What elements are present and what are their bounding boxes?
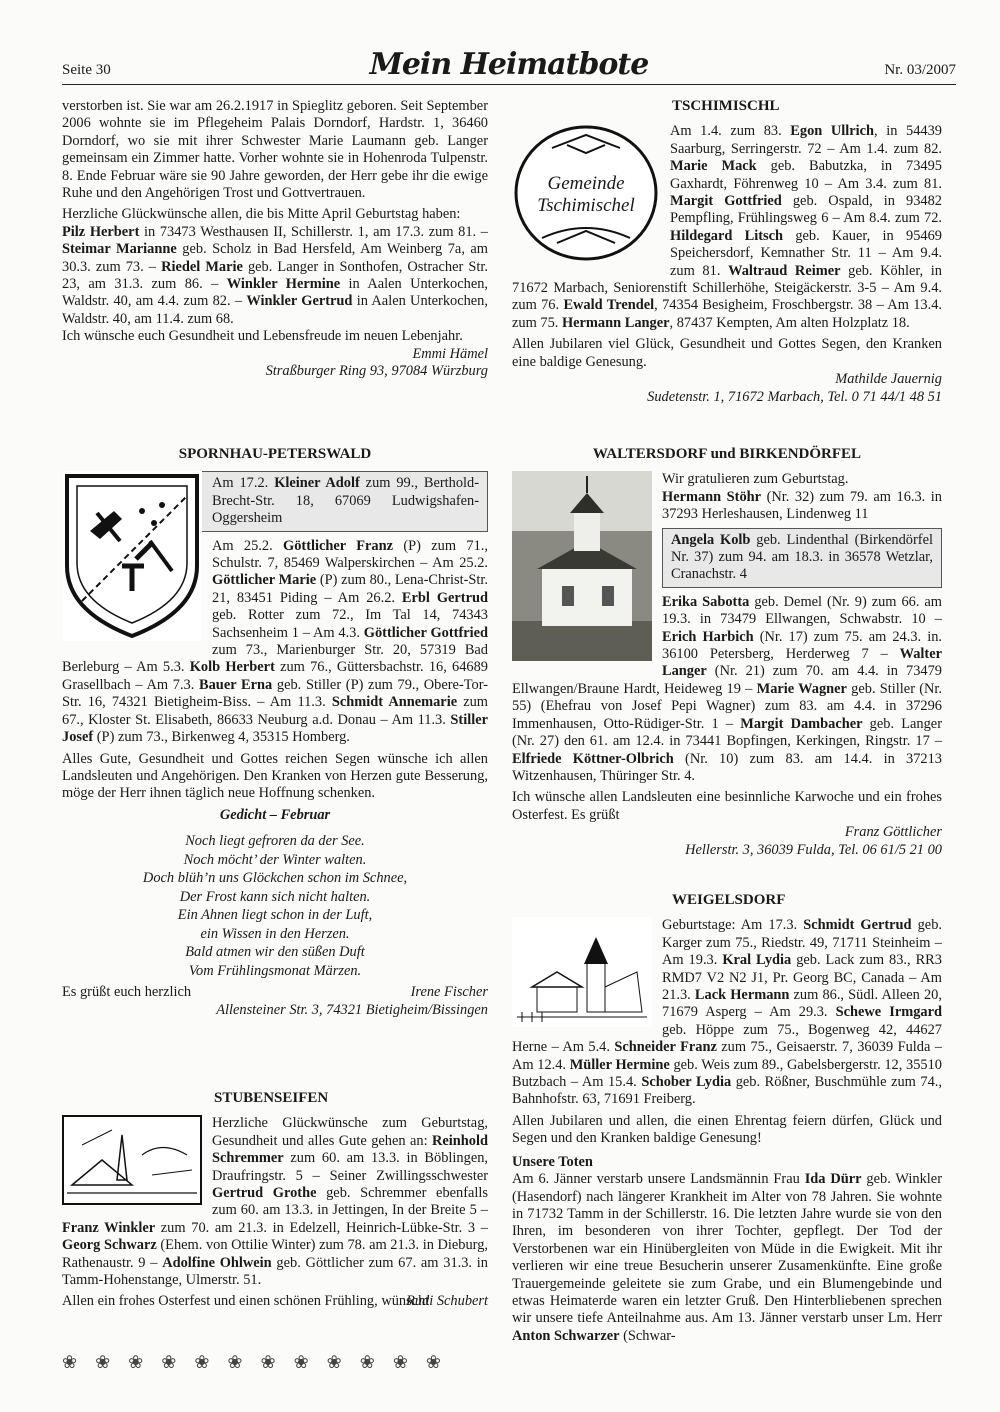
obituary-continuation: verstorben ist. Sie war am 26.2.1917 in Spieglitz geboren. Seit September 2006 wohnte sie im Pflegeheim Palais Dorndorf, Hardstr. 1, 36460 Dorndorf, wo sie mit ihrer Schwester Marie Laumann geb. Langer gemeinsam ein Zimmer hatte. Vorher wohnte sie in Hohenroda Tulpenstr. 8. Ende Februar wäre sie 90 Jahre geworden, der Herr gebe ihr die ewige Ruhe und den Angehörigen Trost und Gottvertrauen. [62, 98, 488, 202]
birthday-intro: Wir gratulieren zum Geburtstag. Hermann Stöhr (Nr. 32) zum 79. am 16.3. in 37293 Herleshausen, Lindenweg 11 [662, 471, 942, 523]
issue-number: Nr. 03/2007 [884, 62, 956, 78]
wishes: Ich wünsche allen Landsleuten eine besinnliche Karwoche und ein frohes Osterfest. Es grüßt Franz Göttlicher Hellerstr. 3, 36039 Fulda, Tel. 06 61/5 21 00 [512, 789, 942, 858]
page-number: Seite 30 [62, 62, 111, 78]
section-title: STUBENSEIFEN [214, 1090, 329, 1106]
coat-of-arms-image [62, 471, 202, 641]
obituary-text: Am 6. Jänner verstarb unsere Landsmännin Frau Ida Dürr geb. Winkler (Hasendorf) nach längerer Krankheit im Alter von 78 Jahren. Sie wohnte in 71732 Tamm in der Schillerstr. 16. Die letzten Jahre wurde sie von den Ihren, im besonderen von ihrer Tochter, gepflegt. Der Tod der Verstorbenen war ein Hinübergleiten von Müde in die Ewigkeit. Mit ihr verlieren wir eine treue Besucherin unserer Zusamenkünfte. Eine große Trauergemeinde geleitete sie zum Grabe, und ein Blumengebinde und etwas Heimaterde waren ein letzter Gruß. Den Hinterbliebenen sprechen wir unsere tiefe Anteilnahme aus. Am 13. Jänner verstarb unser Lm. Herr Anton Schwarzer (Schwar- [512, 1171, 942, 1344]
section-title: WALTERSDORF und BIRKENDÖRFEL [592, 446, 862, 462]
page-header [62, 44, 956, 85]
birthday-list: Geburtstage: Am 17.3. Schmidt Gertrud geb. Karger zum 75., Riedstr. 49, 71711 Steinheim – Am 19.3. Kral Lydia geb. Lack zum 83., RR3 RMD7 V2 N2 J1, Pr. Georg BC, Canada – Am 21.3. Lack Hermann zum 86., Südl. Alleen 20, 71679 Asperg – Am 29.3. Schewe Irmgard geb. Höppe zum 75., Bogenweg 42, 44627 Herne – Am 5.4. Schneider Franz zum 75., Geisaerstr. 7, 36039 Fulda – Am 12.4. Müller Hermine geb. Weis zum 89., Gabelsbergerstr. 12, 35510 Butzbach – Am 15.4. Schober Lydia geb. Rößner, Buschmühle zum 74., Bahnhofstr. 63, 71691 Freiberg. [512, 917, 942, 1108]
wishes: Alles Gute, Gesundheit und Gottes reichen Segen wünsche ich allen Landsleuten und Angehörigen. Den Kranken von Herzen gute Besserung, möge der Herr ihnen täglich neue Hoffnung schenken. [62, 750, 488, 802]
signature: Emmi Hämel [412, 345, 488, 362]
section-tschimischl [512, 98, 942, 410]
birthday-list: Am 25.2. Göttlicher Franz (P) zum 71., Schulstr. 7, 85469 Walperskirchen – Am 25.2. Göttlicher Marie (P) zum 80., Lena-Christ-Str. 21, 83451 Piding – Am 26.2. Erbl Gertrud geb. Rotter zum 72., Im Tal 14, 74343 Sachsenheim 1 – Am 4.3. Göttlicher Gottfried zum 73., Marienburger Str. 20, 57319 Bad Berleburg – Am 5.3. Kolb Herbert zum 76., Güttersbachstr. 16, 64689 Grasellbach – Am 7.3. Bauer Erna geb. Stiller (P) zum 79., Obere-Tor-Str. 16, 74321 Bietigheim-Biss. – Am 11.3. Schmidt Annemarie zum 67., Kloster St. Elisabeth, 86633 Neuburg a.d. Donau – Am 11.3. Stiller Josef (P) zum 73., Birkenweg 4, 35315 Homberg. [62, 537, 489, 746]
poem-title: Gedicht – Februar [219, 806, 331, 823]
village-sketch-image [62, 1115, 202, 1205]
poem [62, 832, 488, 980]
section-weigelsdorf [512, 892, 942, 1349]
section-stubenseifen [62, 1090, 488, 1315]
poem-line: Vom Frühlingsmonat Märzen. [188, 962, 362, 979]
section-waltersdorf [512, 446, 942, 863]
seal-text: Gemeinde Tschimischel [537, 173, 635, 217]
poem-line: Ein Ahnen liegt schon in der Luft, [177, 907, 373, 924]
birthday-list: Am 1.4. zum 83. Egon Ullrich, in 54439 Saarburg, Serringerstr. 72 – Am 1.4. zum 82. Marie Mack geb. Babutzka, in 73495 Gaxhardt, Föhrenweg 10 – Am 3.4. zum 81. Margit Gottfried geb. Ospald, in 93482 Pempfling, Frühlingsweg 6 – Am 8.4. zum 72. Hildegard Litsch geb. Kauer, in 95469 Speichersdorf, Kemnather Str. 11 – Am 9.4. zum 81. Waltraud Reimer geb. Köhler, in 71672 Marbach, Seniorenstift Schillerhöhe, Steigäckerstr. 3-5 – Am 9.4. zum 76. Ewald Trendel, 74354 Besigheim, Froschbergstr. 38 – Am 13.4. zum 75. Hermann Langer, 87437 Kempten, Am alten Holzplatz 18. [512, 123, 943, 331]
seal-image [512, 123, 660, 263]
flower-border: ❀❀❀❀❀❀❀❀❀❀❀❀ [62, 1352, 459, 1372]
poem-line: Doch blüh’n uns Glöckchen schon im Schnee, [142, 870, 408, 887]
poem-line: Der Frost kann sich nicht halten. [179, 888, 371, 905]
section-title: TSCHIMISCHL [672, 98, 780, 114]
poem-line: Bald atmen wir den süßen Duft [185, 944, 365, 961]
wishes: Allen Jubilaren und allen, die einen Ehrentag feiern dürfen, Glück und Segen und den Kranken baldige Genesung! [512, 1112, 942, 1147]
poem-line: Noch liegt gefroren da der See. [185, 833, 365, 850]
wishes: Allen Jubilaren viel Glück, Gesundheit und Gottes Segen, den Kranken eine baldige Genesung. Mathilde Jauernig Sudetenstr. 1, 71672 Marbach, Tel. 0 71 44/1 48 51 [512, 336, 942, 405]
birthday-list: Herzliche Glückwünsche zum Geburtstag, Gesundheit und alles Gute gehen an: Reinhold Schremmer zum 60. am 13.3. in Böblingen, Draufringstr. 5 – Seiner Zwillingsschwester Gertrud Grothe geb. Schremmer ebenfalls zum 60. am 13.3. in Jettingen, In der Breite 5 – Franz Winkler zum 70. am 21.3. in Edelzell, Heinrich-Lübke-Str. 3 – Georg Schwarz (Ehem. von Ottilie Winter) zum 78. am 21.3. in Dieburg, Rathenaustr. 9 – Adolfine Ohlwein geb. Göttlicher zum 67. am 31.3. in Tamm-Hohenstange, Ulmerstr. 51. [62, 1115, 489, 1289]
highlight-box: Angela Kolb geb. Lindenthal (Birkendörfel Nr. 37) zum 94. am 18.3. in 36578 Wetzlar, Cranachstr. 4 [662, 528, 942, 588]
birthday-list: Erika Sabotta geb. Demel (Nr. 9) zum 66. am 19.3. in 73479 Ellwangen, Schwabstr. 10 – Erich Harbich (Nr. 17) zum 75. am 24.3. in. 36100 Petersberg, Herderweg 7 – Walter Langer (Nr. 21) zum 70. am 4.4. in 73479 Ellwangen/Braune Hardt, Heideweg 19 – Marie Wagner geb. Stiller (Nr. 55) (Ehefrau von Josef Pepi Wagner) zum 83. am 4.4. in 37296 Immenhausen, Otto-Rüdiger-Str. 1 – Margit Dambacher geb. Langer (Nr. 27) den 61. am 12.4. in 73441 Bopfingen, Kerkingen, Ringstr. 17 – Elfriede Köttner-Olbrich (Nr. 10) zum 83. am 14.4. in 37213 Witzenhausen, Thüringer Str. 4. [512, 593, 943, 784]
village-drawing [512, 917, 652, 1027]
section-spornhau [62, 446, 488, 1019]
subsection-title: Unsere Toten [512, 1153, 593, 1170]
poem-line: Noch möcht’ der Winter walten. [183, 851, 367, 868]
signature-address: Straßburger Ring 93, 97084 Würzburg [265, 363, 488, 380]
wishes: Allen ein frohes Osterfest und einen schönen Frühling, wünscht Rudi Schubert [62, 1293, 488, 1310]
highlight-box: Am 17.2. Kleiner Adolf zum 99., Berthold-Brecht-Str. 18, 67069 Ludwigshafen-Oggersheim [62, 471, 488, 531]
section-title: WEIGELSDORF [672, 892, 786, 908]
masthead-title: Mein Heimatbote [369, 47, 649, 82]
birthday-list: Herzliche Glückwünsche allen, die bis Mitte April Geburtstag haben: Pilz Herbert in 73473 Westhausen II, Schillerstr. 1, am 17.3. zum 81. – Steimar Marianne geb. Scholz in Bad Hersfeld, Am Weinberg 7a, am 30.3. zum 73. – Riedel Marie geb. Langer in Sonthofen, Ostracher Str. 23, am 31.3. zum 86. – Winkler Hermine in Aalen Unterkochen, Waldstr. 40, am 4.4. zum 82. – Winkler Gertrud in Aalen Unterkochen, Waldstr. 40, am 11.4. zum 68. Ich wünsche euch Gesundheit und Lebensfreude im neuen Lebenjahr. Emmi Hämel Straßburger Ring 93, 97084 Würzburg [62, 206, 489, 380]
section-title: SPORNHAU-PETERSWALD [178, 446, 372, 462]
left-column-top [62, 98, 488, 385]
poem-line: ein Wissen in den Herzen. [200, 925, 350, 942]
signature-block: Es grüßt euch herzlich Irene Fischer Allensteiner Str. 3, 74321 Bietigheim/Bissingen [62, 984, 488, 1018]
chapel-photo [512, 471, 652, 661]
